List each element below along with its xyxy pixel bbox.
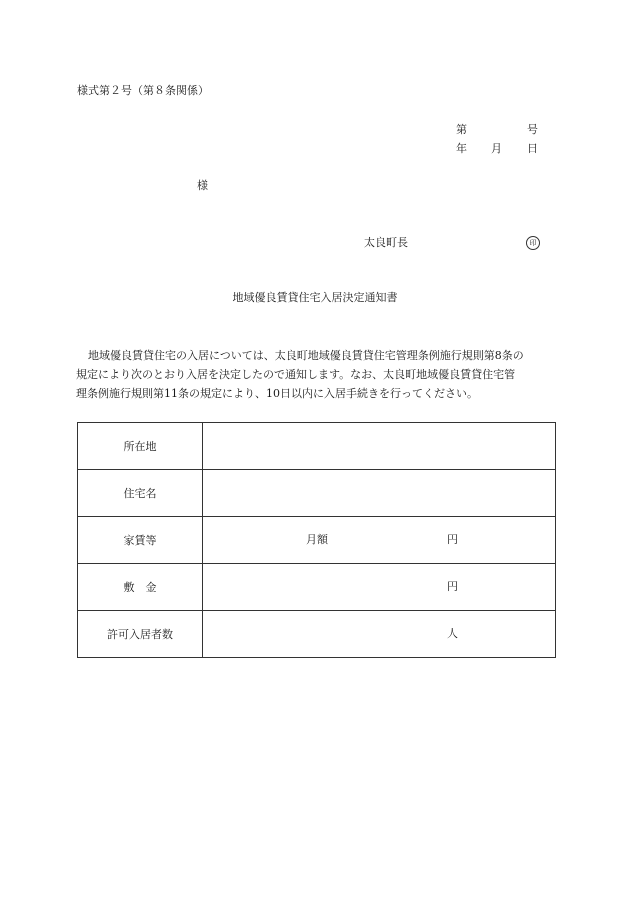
deposit-value [203,564,556,611]
notice-body-line-2: 規定により次のとおり入居を決定したので通知します。なお、太良町地域優良賃貸住宅管 [76,368,516,381]
date-day-label: 日 [527,142,538,155]
date-year-label: 年 [456,142,467,155]
table-row-location [78,423,556,470]
occupants-unit: 人 [447,627,458,640]
notice-body-line-3: 理条例施行規則第11条の規定により、10日以内に入居手続きを行ってください。 [76,387,478,400]
deposit-label: 敷 金 [78,564,203,611]
date-month-label: 月 [491,142,502,155]
table-row-rent [78,517,556,564]
housing-info-table [77,422,556,658]
housing-name-label: 住宅名 [78,470,203,517]
rent-label: 家賃等 [78,517,203,564]
rent-unit: 円 [447,533,458,546]
deposit-unit: 円 [447,580,458,593]
document-number-prefix: 第 [456,123,467,136]
addressee-suffix: 様 [197,179,208,192]
notice-body [76,346,556,403]
location-label: 所在地 [78,423,203,470]
occupants-label: 許可入居者数 [78,611,203,658]
occupants-value [203,611,556,658]
issuer-title: 太良町長 [364,236,408,249]
document-number-suffix: 号 [527,123,538,136]
document-title: 地域優良賃貸住宅入居決定通知書 [232,291,398,304]
rent-monthly-label: 月額 [306,533,328,546]
location-value [203,423,556,470]
table-row-occupants [78,611,556,658]
seal-mark: 印 [526,236,540,250]
housing-name-value [203,470,556,517]
notice-body-line-1: 地域優良賃貸住宅の入居については、太良町地域優良賃貸住宅管理条例施行規則第8条の [88,349,524,362]
table-row-housing-name [78,470,556,517]
form-number: 様式第２号（第８条関係） [77,84,209,97]
rent-value [203,517,556,564]
table-row-deposit [78,564,556,611]
